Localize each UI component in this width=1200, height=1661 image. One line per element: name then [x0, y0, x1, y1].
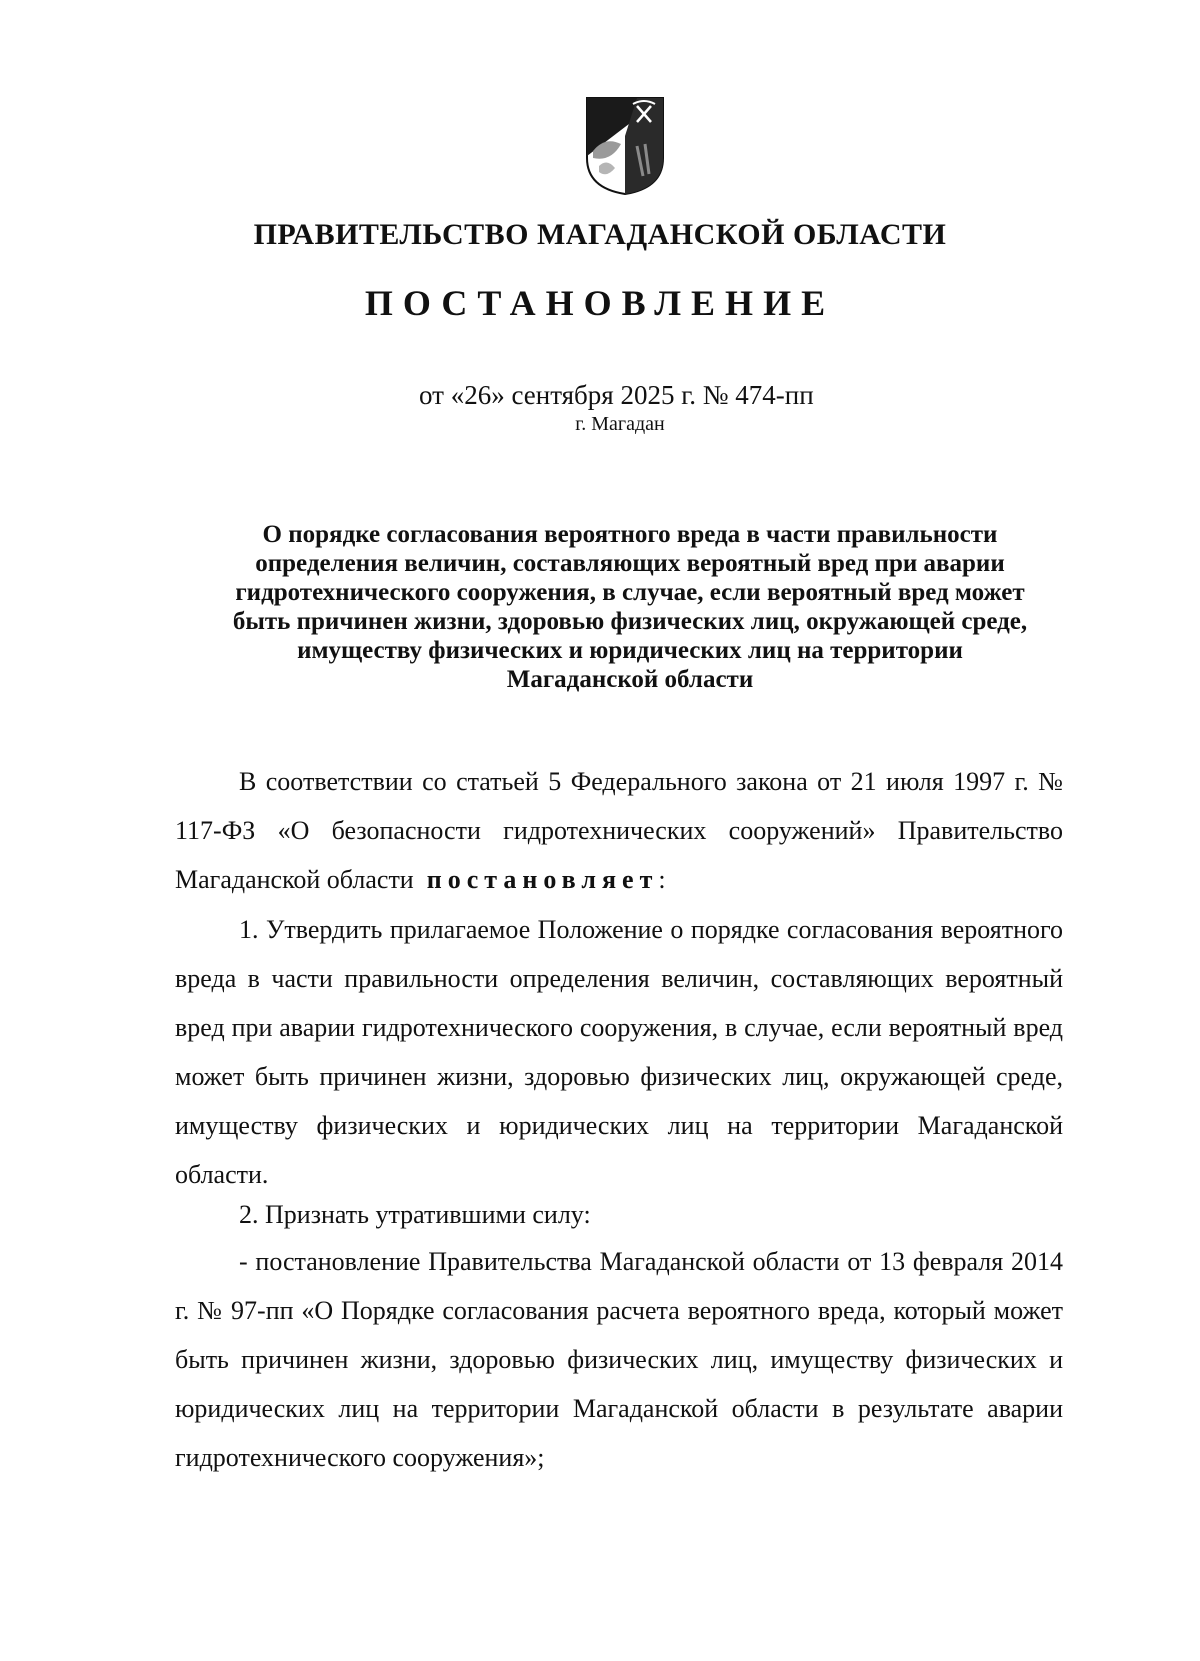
subject-line: гидротехнического сооружения, в случае, если вероятный вред может — [235, 579, 1025, 606]
subject-line: определения величин, составляющих вероятный вред при аварии — [255, 550, 1005, 577]
subject-line: Магаданской области — [506, 666, 754, 693]
item-2-paragraph: 2. Признать утратившими силу: — [239, 1200, 591, 1229]
coat-of-arms-icon — [585, 96, 665, 196]
preamble-text: В соответствии со статьей 5 Федерального закона от 21 июля 1997 г. № 117-ФЗ «О безопасности гидротехнических сооружений» Правительство Магаданской области — [175, 767, 1063, 894]
preamble-paragraph — [175, 757, 1063, 904]
organization-title: ПРАВИТЕЛЬСТВО МАГАДАНСКОЙ ОБЛАСТИ — [253, 218, 947, 251]
document-subject — [180, 520, 1080, 694]
subject-line: быть причинен жизни, здоровью физических лиц, окружающей среде, — [232, 608, 1028, 635]
item-1-paragraph: 1. Утвердить прилагаемое Положение о порядке согласования вероятного вреда в части правильности определения величин, составляющих вероятный вред при аварии гидротехнического сооружения, в случае, если вероятный вред может быть причинен жизни, здоровью физических лиц, окружающей среде, имуществу физических и юридических лиц на территории Магаданской области. — [175, 915, 1063, 1189]
subject-line: О порядке согласования вероятного вреда в части правильности — [262, 521, 998, 548]
city-line: г. Магадан — [575, 413, 665, 435]
subject-line: имуществу физических и юридических лиц на территории — [297, 637, 963, 664]
item-2-subitem-1-paragraph: - постановление Правительства Магаданской области от 13 февраля 2014 г. № 97-пп «О Порядке согласования расчета вероятного вреда, который может быть причинен жизни, здоровью физических лиц, имуществу физических и юридических лиц на территории Магаданской области в результате аварии гидротехнического сооружения»; — [175, 1247, 1063, 1472]
decree-colon: : — [658, 865, 666, 894]
decree-word: постановляет — [426, 865, 659, 894]
date-number-line: от «26» сентября 2025 г. № 474-пп — [419, 380, 814, 410]
document-type-title: ПОСТАНОВЛЕНИЕ — [364, 283, 836, 323]
